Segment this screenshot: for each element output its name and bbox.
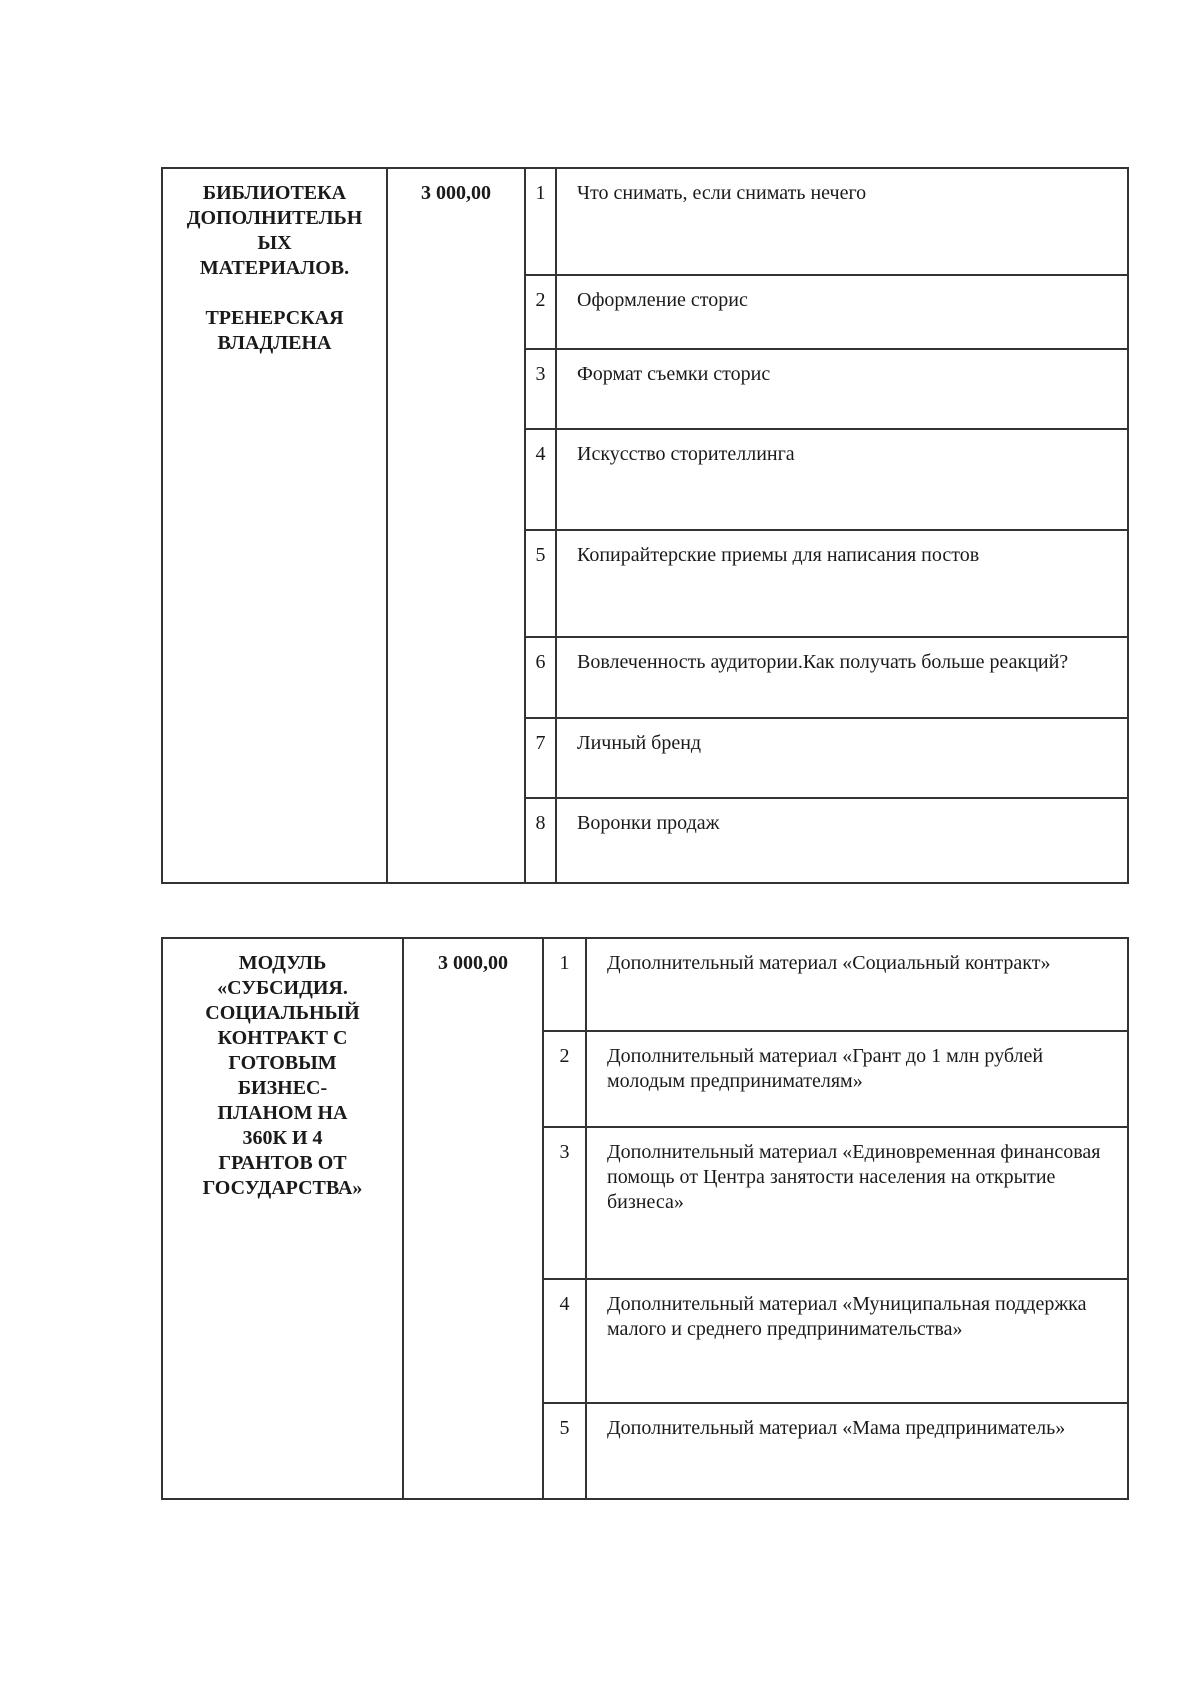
row-text: Копирайтерские приемы для написания постов: [556, 530, 1128, 637]
row-text: Что снимать, если снимать нечего: [556, 168, 1128, 275]
module-subtitle-line: ТРЕНЕРСКАЯ: [205, 307, 344, 329]
row-text: Оформление сторис: [556, 275, 1128, 349]
module-title-line: БИЗНЕС-: [237, 1077, 328, 1099]
row-number: 1: [525, 168, 556, 275]
module-price: 3 000,00: [403, 938, 543, 1499]
module-subtitle-line: ВЛАДЛЕНА: [217, 332, 332, 354]
module-title-line: «СУБСИДИЯ.: [217, 977, 348, 999]
module-title-line: КОНТРАКТ С: [217, 1027, 348, 1049]
row-number: 5: [543, 1403, 586, 1499]
row-text: Дополнительный материал «Социальный контракт»: [586, 938, 1128, 1031]
row-number: 6: [525, 637, 556, 718]
row-text: Формат съемки сторис: [556, 349, 1128, 429]
row-number: 2: [525, 275, 556, 349]
row-text: Личный бренд: [556, 718, 1128, 798]
row-number: 4: [525, 429, 556, 530]
module-price: 3 000,00: [387, 168, 525, 883]
module-title-line: ГОСУДАРСТВА»: [202, 1177, 363, 1199]
module-title-cell: [162, 938, 403, 1499]
row-number: 7: [525, 718, 556, 798]
row-number: 2: [543, 1031, 586, 1127]
module-title-line: ПЛАНОМ НА: [217, 1102, 348, 1124]
module-title-line: ГОТОВЫМ: [228, 1052, 337, 1074]
module-title-line: ЫХ: [257, 232, 292, 254]
module-title-line: ГРАНТОВ ОТ: [218, 1152, 347, 1174]
row-text: Воронки продаж: [556, 798, 1128, 883]
row-number: 1: [543, 938, 586, 1031]
module-title-line: 360К И 4: [242, 1127, 323, 1149]
row-text: Дополнительный материал «Грант до 1 млн рублей молодым предпринимателям»: [586, 1031, 1128, 1127]
row-text: Дополнительный материал «Единовременная финансовая помощь от Центра занятости населения на открытие бизнеса»: [586, 1127, 1128, 1279]
module-title-line: ДОПОЛНИТЕЛЬН: [186, 207, 363, 229]
module-title-line: МОДУЛЬ: [238, 952, 327, 974]
module-title-line: БИБЛИОТЕКА: [202, 182, 347, 204]
module-title-line: СОЦИАЛЬНЫЙ: [205, 1002, 360, 1024]
row-number: 3: [525, 349, 556, 429]
row-number: 5: [525, 530, 556, 637]
row-number: 4: [543, 1279, 586, 1403]
subsidy-module-table: [161, 937, 1129, 1500]
row-text: Вовлеченность аудитории.Как получать больше реакций?: [556, 637, 1128, 718]
module-title-line: МАТЕРИАЛОВ.: [199, 257, 350, 279]
row-text: Дополнительный материал «Мама предприниматель»: [586, 1403, 1128, 1499]
module-title-cell: [162, 168, 387, 883]
row-number: 8: [525, 798, 556, 883]
row-number: 3: [543, 1127, 586, 1279]
materials-library-table: [161, 167, 1129, 884]
row-text: Дополнительный материал «Муниципальная поддержка малого и среднего предпринимательства»: [586, 1279, 1128, 1403]
row-text: Искусство сторителлинга: [556, 429, 1128, 530]
